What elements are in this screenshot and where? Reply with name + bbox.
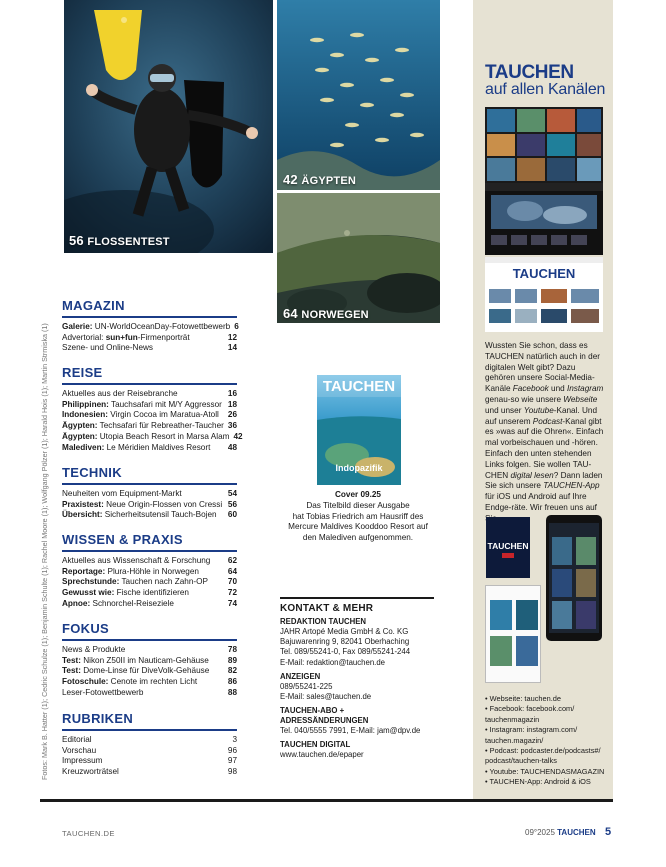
- toc-item[interactable]: [62, 577, 237, 588]
- caption-label: NORWEGEN: [301, 309, 369, 321]
- footer-website[interactable]: TAUCHEN.DE: [62, 829, 115, 838]
- sidebar-text-run: -Kanal gibt es »was auf die Ohren«. Einfach mal vorbeischauen und -hören. Einfach den unten stehenden Links folgen. Sie wollen TAU-CHEN: [485, 416, 604, 480]
- toc-item-label-bold: Ägypten:: [62, 421, 98, 431]
- toc-item-label-bold: Reportage:: [62, 566, 106, 576]
- caption-number: 64: [283, 306, 298, 321]
- caption-number: 42: [283, 172, 298, 187]
- cover-caption-line: den Malediven aufgenommen.: [302, 533, 414, 543]
- digital-label: TAUCHEN DIGITAL: [280, 740, 351, 750]
- sidebar-links: [485, 694, 607, 788]
- toc-item-page: 54: [227, 489, 237, 498]
- caption-label: FLOSSENTEST: [87, 236, 170, 248]
- toc-item-label-bold: Test:: [62, 655, 81, 665]
- toc-item-label-bold: Übersicht:: [62, 510, 103, 520]
- toc-item-label-bold: Fotoschule:: [62, 677, 109, 687]
- footer-issue-number: 09°2025: [525, 828, 558, 837]
- toc-item[interactable]: [62, 588, 237, 599]
- toc-item-label: News & Produkte: [62, 645, 126, 654]
- toc-item[interactable]: [62, 400, 237, 411]
- sidebar-subtitle: auf allen Kanälen: [485, 81, 606, 98]
- website-screenshot: [485, 257, 603, 332]
- sidebar-text-run: -Kanal. Und auf unserem: [485, 405, 598, 426]
- toc-item-label: Advertorial:: [62, 332, 106, 342]
- toc-item-label: -Firmenporträt: [137, 332, 190, 342]
- caption-number: 56: [69, 233, 84, 248]
- toc-item-label: Tauchen nach Zahn-OP: [119, 577, 208, 587]
- abo-label: TAUCHEN-ABO +: [280, 706, 345, 716]
- toc-item-page: 74: [227, 598, 237, 608]
- toc-item-page: 82: [227, 666, 237, 676]
- sidebar-text-italic: TAUCHEN-App: [543, 481, 600, 491]
- toc-item-label: Szene- und Online-News: [62, 343, 154, 353]
- toc-item[interactable]: [62, 746, 237, 757]
- toc-item-page: 48: [227, 442, 237, 452]
- toc-item-label-bold: Galerie:: [62, 322, 93, 331]
- redaktion-brand: TAUCHEN: [328, 617, 367, 626]
- toc-item-label: Aktuelles aus der Reisebranche: [62, 389, 178, 398]
- website-masthead: TAUCHEN: [512, 266, 576, 281]
- fish-school-image: [277, 0, 440, 190]
- cover-caption-line: Mercure Maldives Kooddoo Resort auf: [288, 522, 428, 532]
- toc-item[interactable]: [62, 666, 237, 677]
- cover-headline: Indopazifik: [335, 463, 383, 473]
- photo-flossentest: [64, 0, 273, 253]
- toc-item[interactable]: [62, 389, 237, 400]
- app-library-image: [486, 586, 541, 683]
- toc-item-label: Neue Origin-Flossen von Cressi: [103, 499, 223, 509]
- toc-rubriken: [62, 711, 237, 778]
- toc-fokus: [62, 621, 237, 699]
- cover-caption-title: Cover 09.25: [335, 490, 381, 499]
- toc-item-page: 12: [227, 332, 237, 342]
- toc-item[interactable]: [62, 767, 237, 778]
- toc-item-page: 98: [227, 767, 237, 777]
- toc-item[interactable]: [62, 500, 237, 511]
- toc-technik: [62, 465, 237, 521]
- section-title: RUBRIKEN: [62, 711, 237, 731]
- toc-item-page: 60: [227, 510, 237, 520]
- sidebar-text-run: für iOS und Android auf Ihre Endge-räte. Wir freuen uns auf: [485, 492, 597, 512]
- toc-item[interactable]: [62, 599, 237, 610]
- toc-item[interactable]: [62, 443, 237, 454]
- toc-magazin: [62, 298, 237, 354]
- section-title: FOKUS: [62, 621, 237, 641]
- contact-line: Tel. 040/5555 7991, E-Mail: jam@dpv.de: [280, 726, 421, 736]
- toc-reise: [62, 365, 243, 453]
- toc-item-label-bold: Sprechstunde:: [62, 577, 120, 587]
- page-number: 5: [605, 826, 612, 838]
- toc-item[interactable]: [62, 688, 237, 699]
- toc-item-page: 72: [227, 588, 237, 598]
- toc-item-label: Tauchsafari mit M/Y Aggressor: [108, 399, 222, 409]
- sidebar-text-italic: digital lesen: [510, 470, 554, 480]
- link-facebook[interactable]: • Facebook: facebook.com/: [485, 704, 575, 714]
- toc-item[interactable]: [62, 489, 237, 500]
- toc-item-label: Utopia Beach Resort in Marsa Alam: [97, 431, 230, 441]
- toc-item-page: 89: [227, 655, 237, 665]
- toc-item[interactable]: [62, 421, 237, 432]
- link-website[interactable]: • Webseite: tauchen.de: [485, 694, 561, 703]
- toc-item-page: 70: [227, 577, 237, 587]
- toc-item-label: Impressum: [62, 756, 103, 766]
- toc-item-label: Plura-Höhle in Norwegen: [105, 566, 199, 576]
- sidebar-text-italic: Facebook: [512, 384, 549, 394]
- toc-item-label: Le Méridien Maldives Resort: [104, 442, 211, 452]
- sidebar-text-italic: Youtube: [523, 405, 554, 415]
- toc-item[interactable]: [62, 645, 237, 656]
- abo-label: ADRESSÄNDERUNGEN: [280, 716, 369, 726]
- toc-item-label: Kreuzworträtsel: [62, 767, 119, 777]
- toc-item-page: 18: [227, 399, 237, 409]
- toc-item-page: 56: [227, 499, 237, 509]
- link-instagram[interactable]: • Instagram: instagram.com/: [485, 725, 578, 735]
- cover-image: [317, 375, 401, 485]
- toc-item-label-bold: sun+fun: [105, 332, 138, 342]
- toc-item-page: 3: [232, 735, 237, 744]
- toc-item-label: Schnorchel-Reiseziele: [90, 598, 174, 608]
- app-phone-image: [546, 515, 602, 641]
- link-facebook-cont[interactable]: tauchenmagazin: [485, 714, 540, 724]
- toc-item[interactable]: [62, 410, 237, 421]
- instagram-screenshot: [485, 107, 603, 183]
- toc-item-page: 6: [234, 322, 239, 331]
- toc-item-page: 42: [233, 431, 243, 441]
- contact-line: JAHR Artopé Media GmbH & Co. KG: [280, 627, 409, 636]
- cover-caption-line: Das Titelbild dieser Ausgabe: [306, 500, 410, 510]
- contact-email[interactable]: E-Mail: sales@tauchen.de: [280, 692, 372, 702]
- section-title: MAGAZIN: [62, 298, 237, 318]
- toc-wissen-praxis: [62, 532, 237, 610]
- app-icon-tile[interactable]: [486, 517, 530, 578]
- toc-item-label-bold: Ägypten:: [62, 431, 98, 441]
- instagram-grid-image: [485, 107, 603, 183]
- toc-item[interactable]: [62, 735, 237, 746]
- toc-item-label-bold: Apnoe:: [62, 598, 91, 608]
- sidebar-text-italic: Webseite: [563, 394, 598, 404]
- link-podcast[interactable]: • Podcast: podcaster.de/podcasts#/: [485, 746, 601, 756]
- toc-item[interactable]: [62, 510, 237, 521]
- footer-rule: [40, 799, 613, 802]
- contact-line: Bajuwarenring 9, 82041 Oberhaching: [280, 637, 410, 647]
- sidebar-text-italic: Instagram: [566, 384, 604, 394]
- sidebar-text-run: und unser: [485, 405, 524, 415]
- footer-issue: [525, 828, 596, 837]
- toc-item-page: 96: [227, 745, 237, 755]
- link-instagram-cont[interactable]: tauchen.magazin/: [485, 735, 544, 745]
- contact-heading: KONTAKT & MEHR: [280, 597, 434, 614]
- toc-item-page: 97: [227, 756, 237, 766]
- photo-caption-aegypten: [283, 172, 356, 187]
- cover-caption: [278, 490, 438, 544]
- app-phone-screenshot: [546, 515, 602, 641]
- toc-item-page: 14: [227, 343, 237, 353]
- contact-line: 089/55241-225: [280, 681, 333, 691]
- cover-thumbnail[interactable]: [317, 375, 401, 485]
- epaper-link[interactable]: www.tauchen.de/epaper: [280, 750, 364, 760]
- section-title: WISSEN & PRAXIS: [62, 532, 237, 552]
- sidebar-text: [485, 341, 607, 525]
- toc-item-label-bold: Philippinen:: [62, 399, 109, 409]
- toc-item[interactable]: [62, 677, 237, 688]
- toc-item-label: Sicherheitsutensil Tauch-Bojen: [102, 510, 217, 520]
- cover-masthead: TAUCHEN: [322, 378, 396, 395]
- toc-item-label: UN-WorldOceanDay-Fotowettbewerb: [92, 322, 231, 331]
- app-library-screenshot: [485, 585, 541, 683]
- toc-item[interactable]: [62, 322, 237, 333]
- toc-item[interactable]: [62, 333, 237, 344]
- toc-item-page: 36: [227, 421, 237, 431]
- toc-item-label: Dome-Linse für DiveVolk-Gehäuse: [80, 666, 210, 676]
- photo-caption-norwegen: [283, 306, 369, 321]
- sidebar-text-run: Wussten Sie schon, dass es TAUCHEN natürlich auch in der digitalen Welt gibt? Dazu gehören unsere Social-Media-Kanäle: [485, 341, 600, 394]
- anzeigen-label: ANZEIGEN: [280, 671, 321, 681]
- diver-image: [64, 0, 273, 253]
- redaktion-label-text: REDAKTION: [280, 617, 329, 626]
- toc-item-label: Cenote im rechten Licht: [108, 677, 198, 687]
- link-youtube[interactable]: • Youtube: TAUCHENDASMAGAZIN: [485, 766, 605, 776]
- toc-item-label-bold: Gewusst wie:: [62, 588, 115, 598]
- toc-item-label: Neuheiten vom Equipment-Markt: [62, 489, 182, 498]
- toc-item-label: Aktuelles aus Wissenschaft & Forschung: [62, 556, 211, 565]
- contact-email[interactable]: E-Mail: redaktion@tauchen.de: [280, 657, 385, 667]
- toc-item-label: Editorial: [62, 735, 92, 744]
- app-icon-brand: TAUCHEN: [487, 541, 529, 551]
- toc-item-label: Virgin Cocoa im Maratua-Atoll: [107, 410, 219, 420]
- toc-item-label: Vorschau: [62, 745, 97, 755]
- toc-item-page: 86: [227, 677, 237, 687]
- toc-item-label: Fische identifizieren: [114, 588, 189, 598]
- toc-item[interactable]: [62, 343, 237, 354]
- toc-item[interactable]: [62, 567, 237, 578]
- footer-brand: TAUCHEN: [557, 828, 596, 837]
- app-icon-image: [486, 517, 530, 578]
- caption-label: ÄGYPTEN: [301, 175, 356, 187]
- toc-item-label-bold: Indonesien:: [62, 410, 108, 420]
- sidebar-text-run: genau-so wie unsere: [485, 394, 564, 404]
- youtube-image: [485, 183, 603, 255]
- photo-norwegen: [277, 193, 440, 323]
- toc-item-label-bold: Test:: [62, 666, 81, 676]
- photo-caption-flossentest: [69, 233, 170, 248]
- sidebar-text-run: und: [548, 384, 567, 394]
- youtube-screenshot: [485, 183, 603, 255]
- website-image: [485, 257, 603, 332]
- link-podcast-cont[interactable]: podcast/tauchen-talks: [485, 756, 557, 766]
- toc-item[interactable]: [62, 431, 243, 443]
- toc-item[interactable]: [62, 756, 237, 767]
- toc-item-label-bold: Malediven:: [62, 442, 105, 452]
- link-app[interactable]: • TAUCHEN-App: Android & iOS: [485, 777, 591, 787]
- toc-item-label: Nikon Z50II im Nauticam-Gehäuse: [80, 655, 209, 665]
- contact-line: Tel. 089/55241-0, Fax 089/55241-244: [280, 647, 411, 657]
- norway-image: [277, 193, 440, 323]
- sidebar-channels: [473, 0, 613, 800]
- photo-aegypten: [277, 0, 440, 190]
- toc-item-page: 88: [227, 687, 237, 697]
- toc-item-page: 78: [227, 645, 237, 654]
- toc-item-page: 64: [227, 566, 237, 576]
- toc-item-label: Techsafari für Rebreather-Taucher: [97, 421, 224, 431]
- toc-item-label-bold: Praxistest:: [62, 499, 104, 509]
- sidebar-title: TAUCHEN: [485, 62, 574, 83]
- sidebar-text-italic: Podcast: [532, 416, 563, 426]
- redaktion-label: [280, 617, 434, 627]
- toc-item[interactable]: [62, 656, 237, 667]
- section-title: REISE: [62, 365, 237, 385]
- photo-credit: Fotos: Mark B. Hatter (1); Cedric Schulze (1); Benjamin Schulte (1); Rachel Moore (1); Wolfgang Pölzer (1); Harald Hois (1); Martin Strmiska (1): [40, 323, 49, 780]
- toc-item-label: Leser-Fotowettbewerb: [62, 687, 144, 697]
- cover-caption-line: hat Tobias Friedrich am Hausriff des: [292, 511, 424, 521]
- section-title: TECHNIK: [62, 465, 237, 485]
- contact-box: [280, 597, 434, 761]
- toc-item-page: 62: [227, 556, 237, 565]
- toc-item[interactable]: [62, 556, 237, 567]
- toc-item-page: 26: [227, 410, 237, 420]
- toc-item-page: 16: [227, 389, 237, 398]
- sidebar-text-run: ? Dann laden Sie sich unsere: [485, 470, 603, 491]
